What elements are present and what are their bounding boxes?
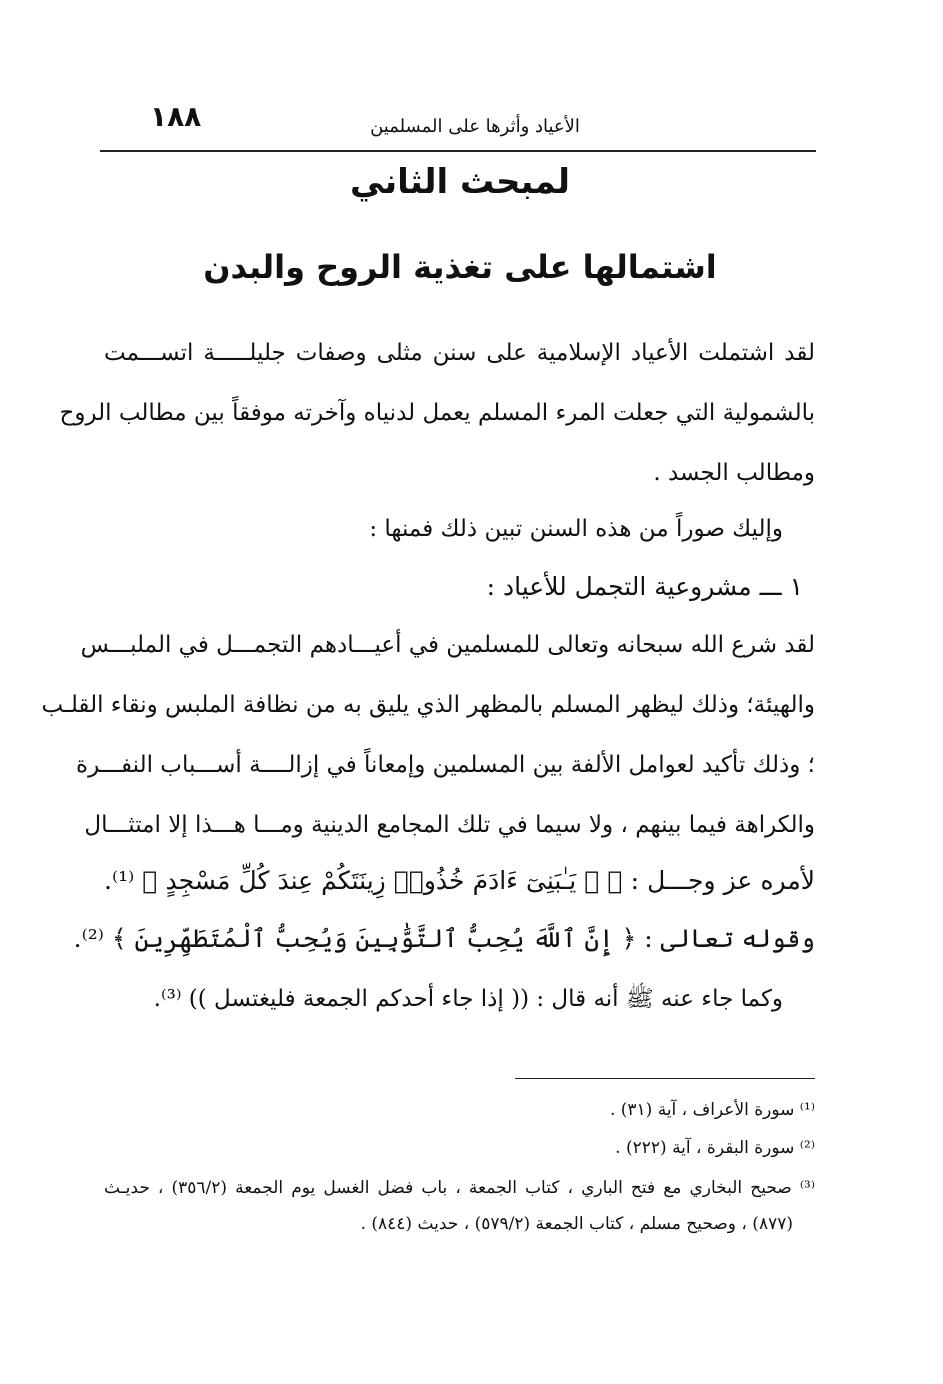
footnote: ⁽²⁾ سورة البقرة ، آية (٢٢٢) . <box>615 1138 815 1158</box>
footnote-continuation: (٨٧٧) ، وصحيح مسلم ، كتاب الجمعة (٥٧٩/٢) ، حديث (٨٤٤) . <box>360 1214 793 1234</box>
body-line: ومطالب الجسد . <box>653 460 815 486</box>
running-title: الأعياد وأثرها على المسلمين <box>370 116 580 137</box>
header-rule <box>100 150 816 152</box>
body-line: والكراهة فيما بينهم ، ولا سيما في تلك المجامع الدينية ومـــا هـــذا إلا امتثـــال <box>84 812 815 838</box>
section-title: لمبحث الثاني <box>349 162 570 202</box>
hadith-line: وكما جاء عنه ﷺ أنه قال : (( إذا جاء أحدكم الجمعة فليغتسل )) ⁽³⁾. <box>153 986 783 1012</box>
body-line: بالشمولية التي جعلت المرء المسلم يعمل لدنياه وآخرته موفقاً بين مطالب الروح <box>59 400 815 426</box>
body-line: لقد شرع الله سبحانه وتعالى للمسلمين في أعيـــادهم التجمـــل في الملبـــس <box>80 632 815 658</box>
footnote-rule <box>515 1078 815 1079</box>
point-heading: ١ ـــ مشروعية التجمل للأعياد : <box>486 572 803 601</box>
section-subtitle: اشتمالها على تغذية الروح والبدن <box>203 248 717 286</box>
quran-verse-line: لأمره عز وجـــل : ﴿ ۞ يَـٰبَنِىٓ ءَادَمَ خُذُوا۟ زِينَتَكُمْ عِندَ كُلِّ مَسْجِدٍ ﴾ ⁽¹⁾. <box>104 866 815 895</box>
body-line: والهيئة؛ وذلك ليظهر المسلم بالمظهر الذي يليق به من نظافة الملبس ونقاء القلـب <box>41 692 815 718</box>
body-line: وإليك صوراً من هذه السنن تبين ذلك فمنها : <box>369 516 783 542</box>
body-line: ؛ وذلك تأكيد لعوامل الألفة بين المسلمين وإمعاناً في إزالــــة أســـباب النفـــرة <box>76 752 815 778</box>
footnote: ⁽³⁾ صحيح البخاري مع فتح الباري ، كتاب الجمعة ، باب فضل الغسل يوم الجمعة (٣٥٦/٢) ، حديـث <box>104 1178 816 1198</box>
body-line: لقد اشتملت الأعياد الإسلامية على سنن مثلى وصفات جليلـــــة اتســـمت <box>104 340 815 366</box>
quran-verse-line: وقوله تعالى : ﴿ إِنَّ ٱللَّهَ يُحِبُّ ٱلتَّوَّٰبِينَ وَيُحِبُّ ٱلْمُتَطَهِّرِينَ ﴾ ⁽²⁾. <box>73 924 815 953</box>
footnote: ⁽¹⁾ سورة الأعراف ، آية (٣١) . <box>609 1100 815 1120</box>
page-number: ١٨٨ <box>150 100 202 133</box>
